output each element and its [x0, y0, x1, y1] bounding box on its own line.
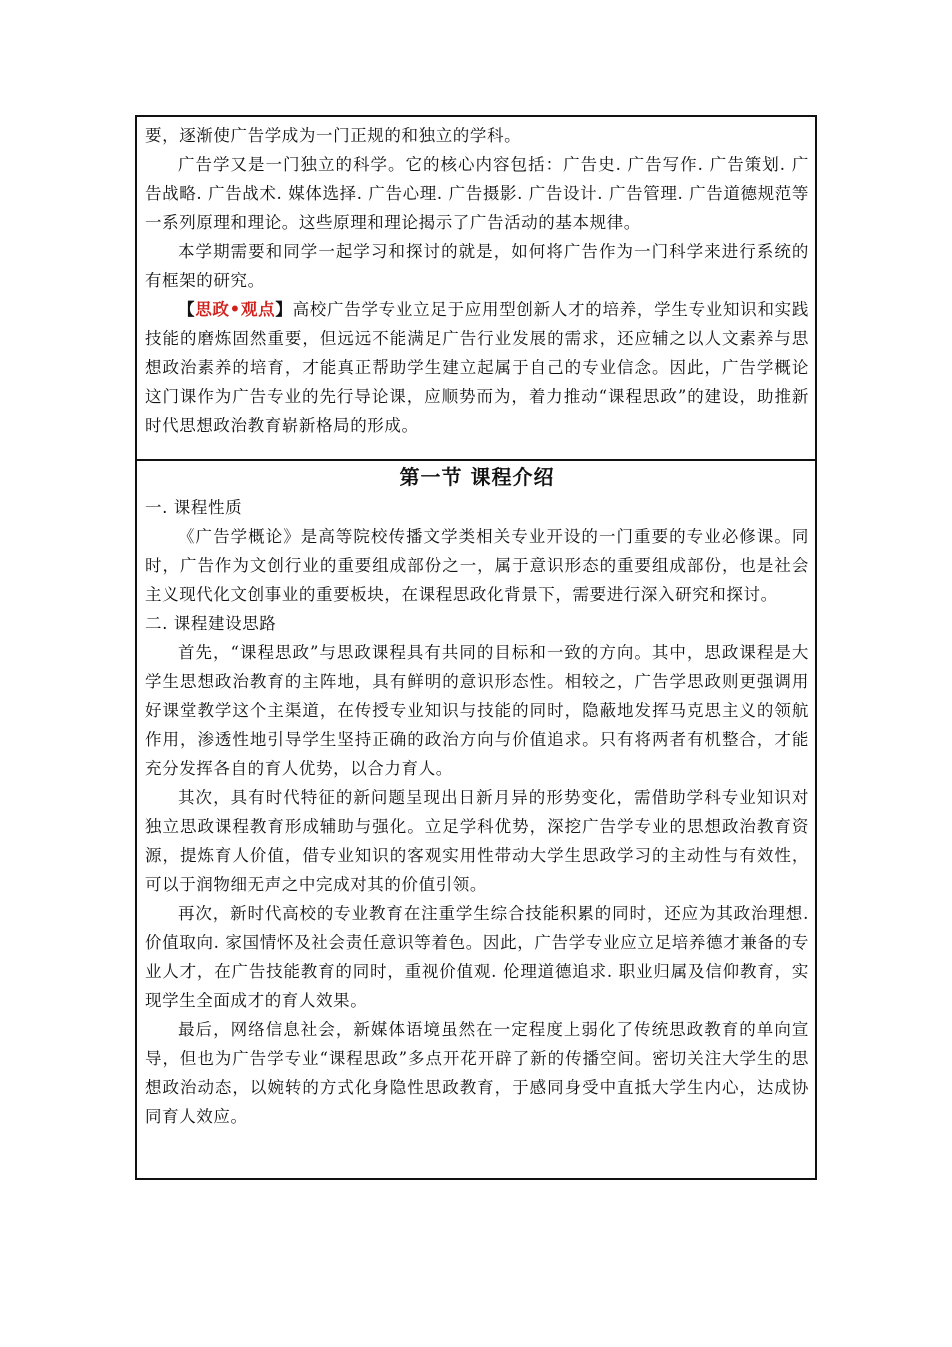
viewpoint-text: 高校广告学专业立足于应用型创新人才的培养，学生专业知识和实践技能的磨炼固然重要，但远远不能满足广告行业发展的需求，还应辅之以人文素养与思想政治素养的培育，才能真正帮助学生建立起属于自己的专业信念。因此，广告学概论这门课作为广告专业的先行导论课，应顺势而为，着力推动“课程思政”的建设，助推新时代思想政治教育崭新格局的形成。	[145, 300, 809, 435]
table-cell-course-intro	[137, 461, 815, 1178]
paragraph: 要，逐渐使广告学成为一门正规的和独立的学科。	[145, 126, 522, 145]
table-cell-intro	[137, 117, 815, 461]
paragraph: 广告学又是一门独立的科学。它的核心内容包括：广告史. 广告写作. 广告策划. 广告战略. 广告战术. 媒体选择. 广告心理. 广告摄影. 广告设计. 广告管理. 广告道德规范等一系列原理和理论。这些原理和理论揭示了广告活动的基本规律。	[145, 155, 809, 232]
subheading-course-construction: 二. 课程建设思路	[145, 614, 277, 633]
bracket-open: 【	[178, 300, 196, 319]
paragraph: 首先，“课程思政”与思政课程具有共同的目标和一致的方向。其中，思政课程是大学生思想政治教育的主阵地，具有鲜明的意识形态性。相较之，广告学思政则更强调用好课堂教学这个主渠道，在传授专业知识与技能的同时，隐蔽地发挥马克思主义的领航作用，渗透性地引导学生坚持正确的政治方向与价值追求。只有将两者有机整合，才能充分发挥各自的育人优势，以合力育人。	[145, 643, 809, 778]
section-title: 第一节 课程介绍	[399, 465, 555, 489]
subheading-course-nature: 一. 课程性质	[145, 498, 243, 517]
paragraph: 再次，新时代高校的专业教育在注重学生综合技能积累的同时，还应为其政治理想. 价值取向. 家国情怀及社会责任意识等着色。因此，广告学专业应立足培养德才兼备的专业人才，在广告技能教育的同时，重视价值观. 伦理道德追求. 职业归属及信仰教育，实现学生全面成才的育人效果。	[145, 904, 809, 1010]
paragraph: 最后，网络信息社会，新媒体语境虽然在一定程度上弱化了传统思政教育的单向宣导，但也为广告学专业“课程思政”多点开花开辟了新的传播空间。密切关注大学生的思想政治动态，以婉转的方式化身隐性思政教育，于感同身受中直抵大学生内心，达成协同育人效应。	[145, 1020, 809, 1126]
bracket-close: 】	[275, 300, 293, 319]
paragraph: 其次，具有时代特征的新问题呈现出日新月异的形势变化，需借助学科专业知识对独立思政课程教育形成辅助与强化。立足学科优势，深挖广告学专业的思想政治教育资源，提炼育人价值，借专业知识的客观实用性带动大学生思政学习的主动性与有效性，可以于润物细无声之中完成对其的价值引领。	[145, 788, 809, 894]
viewpoint-label: 思政•观点	[195, 300, 276, 319]
viewpoint-paragraph	[145, 295, 809, 440]
paragraph: 本学期需要和同学一起学习和探讨的就是，如何将广告作为一门科学来进行系统的有框架的研究。	[145, 242, 809, 290]
document-table	[135, 115, 817, 1180]
paragraph: 《广告学概论》是高等院校传播文学类相关专业开设的一门重要的专业必修课。同时，广告作为文创行业的重要组成部份之一，属于意识形态的重要组成部份，也是社会主义现代化文创事业的重要板块，在课程思政化背景下，需要进行深入研究和探讨。	[145, 527, 809, 604]
